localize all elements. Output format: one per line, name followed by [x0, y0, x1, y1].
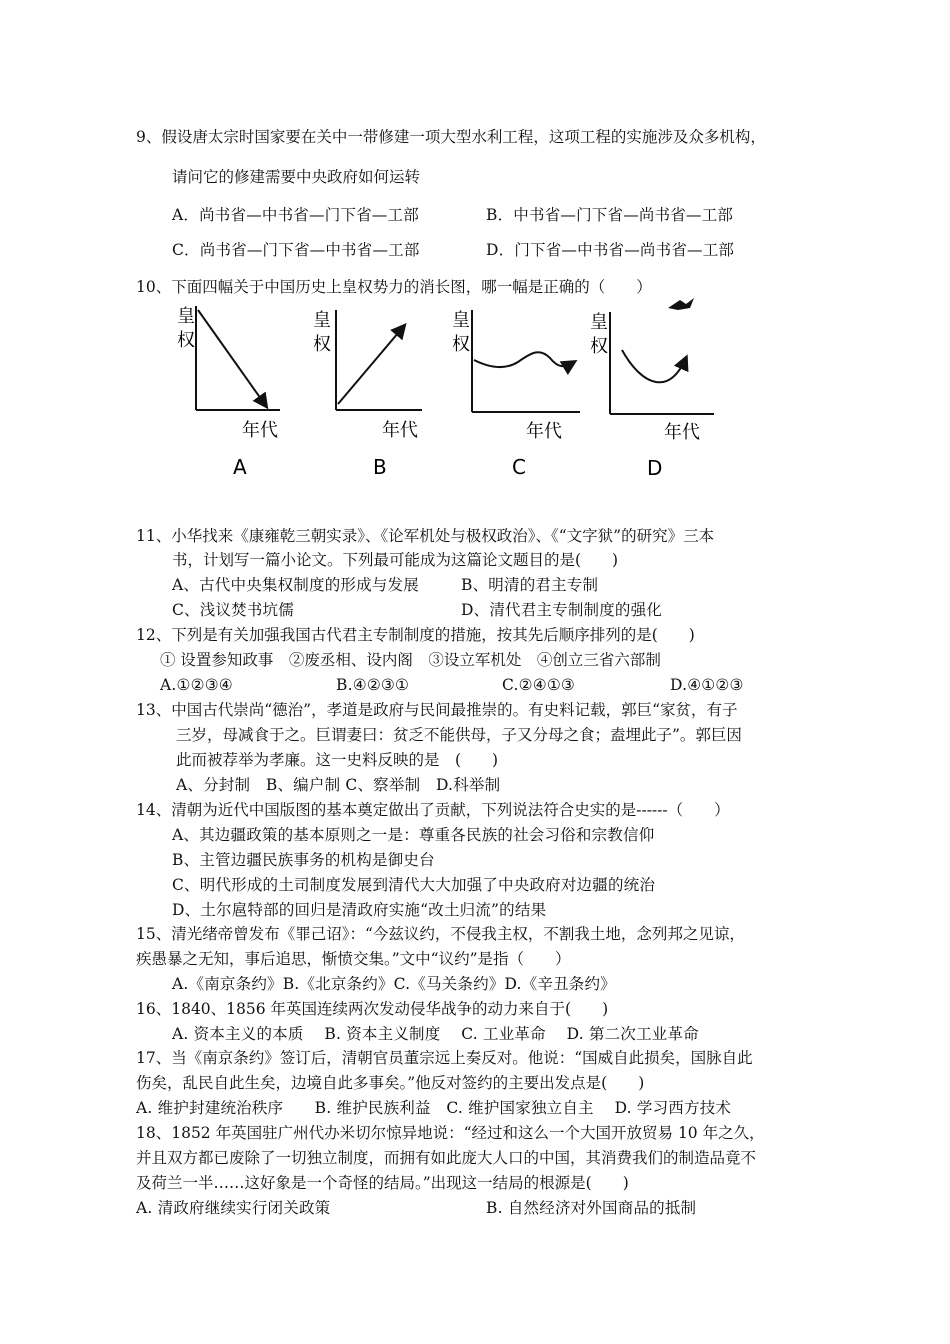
chart-d-label: D: [647, 456, 663, 480]
q16-stem: 16、1840、1856 年英国连续两次发动侵华战争的动力来自于( ): [136, 1000, 609, 1018]
q12-option-c: C.②④①③: [502, 676, 576, 694]
chart-a-xlabel: 年代: [242, 420, 278, 441]
chart-d-trend-line: [622, 350, 686, 382]
chart-b-ylabel-1: 皇: [313, 310, 331, 331]
q18-option-b: B. 自然经济对外国商品的抵制: [486, 1199, 697, 1217]
q14-option-c: C、明代形成的土司制度发展到清代大大加强了中央政府对边疆的统治: [172, 876, 656, 894]
chart-b-trend-line: [338, 326, 404, 404]
q14-option-b: B、主管边疆民族事务的机构是御史台: [172, 851, 435, 869]
chart-a-label: A: [233, 455, 247, 479]
chart-c: [452, 310, 580, 479]
chart-d-ylabel-2: 权: [590, 336, 608, 357]
chart-d: [590, 312, 714, 480]
chart-c-xlabel: 年代: [526, 421, 562, 442]
q10-stem: 10、下面四幅关于中国历史上皇权势力的消长图，哪一幅是正确的（ ）: [136, 278, 652, 296]
q13-stem-line3: 此而被荐举为孝廉。这一史料反映的是 ( ): [176, 751, 499, 769]
q18-stem-line1: 18、1852 年英国驻广州代办米切尔惊异地说：“经过和这么一个大国开放贸易 10 年之久，: [136, 1124, 765, 1142]
q12-stem: 12、下列是有关加强我国古代君主专制制度的措施，按其先后顺序排列的是( ): [136, 626, 695, 644]
power-trend-charts: [160, 296, 760, 496]
chart-a-ylabel-1: 皇: [177, 306, 195, 327]
q12-option-a: A.①②③④: [160, 676, 233, 694]
chart-a-ylabel-2: 权: [177, 330, 195, 351]
q11-stem-line1: 11、小华找来《康雍乾三朝实录》、《论军机处与极权政治》、《“文字狱”的研究》三本: [136, 527, 715, 545]
q15-stem-line1: 15、清光绪帝曾发布《罪己诏》：“今兹议约，不侵我主权，不割我土地，念列邦之见谅，: [136, 925, 745, 943]
q9-option-b: B．中书省—门下省—尚书省—工部: [486, 206, 734, 224]
chart-d-ylabel-1: 皇: [590, 312, 608, 333]
q9-stem-line2: 请问它的修建需要中央政府如何运转: [172, 168, 421, 186]
q18-stem-line3: 及荷兰一半……这好象是一个奇怪的结局。”出现这一结局的根源是( ): [136, 1174, 629, 1192]
q12-option-d: D.④①②③: [670, 676, 744, 694]
q17-stem-line2: 伤矣，乱民自此生矣，边境自此多事矣。”他反对签约的主要出发点是( ): [136, 1074, 645, 1092]
chart-c-ylabel-1: 皇: [452, 310, 470, 331]
chart-c-trend-line: [474, 352, 574, 367]
q18-option-a: A. 清政府继续实行闭关政策: [136, 1199, 331, 1217]
chart-b: [313, 310, 422, 479]
q9-option-a: A．尚书省—中书省—门下省—工部: [172, 206, 419, 224]
q15-options: A.《南京条约》B.《北京条约》C.《马关条约》D.《辛丑条约》: [172, 975, 616, 993]
q13-options: A、分封制 B、编户制 C、察举制 D.科举制: [176, 776, 501, 794]
q15-stem-line2: 疾愚暴之无知，事后追思，惭愤交集。”文中“议约”是指（ ）: [136, 950, 571, 968]
chart-a-trend-line: [198, 310, 266, 406]
q12-option-b: B.④②③①: [336, 676, 410, 694]
q17-stem-line1: 17、当《南京条约》签订后，清朝官员董宗远上奏反对。他说：“国威自此损矣，国脉自此: [136, 1049, 753, 1067]
q11-option-b: B、明清的君主专制: [461, 576, 599, 594]
q9-option-d: D．门下省—中书省—尚书省—工部: [486, 241, 735, 259]
chart-d-xlabel: 年代: [664, 422, 700, 443]
q14-option-d: D、土尔扈特部的回归是清政府实施“改土归流”的结果: [172, 901, 547, 919]
chart-a: [177, 306, 280, 479]
q13-stem-line1: 13、中国古代崇尚“德治”，孝道是政府与民间最推崇的。有史料记载，郭巨“家贫，有子: [136, 701, 738, 719]
q11-option-a: A、古代中央集权制度的形成与发展: [172, 576, 419, 594]
chart-b-ylabel-2: 权: [313, 334, 331, 355]
q14-option-a: A、其边疆政策的基本原则之一是：尊重各民族的社会习俗和宗教信仰: [172, 826, 655, 844]
q9-stem-line1: 9、假设唐太宗时国家要在关中一带修建一项大型水利工程，这项工程的实施涉及众多机构，: [136, 128, 766, 146]
chart-b-xlabel: 年代: [382, 420, 418, 441]
chart-c-ylabel-2: 权: [452, 334, 470, 355]
q9-option-c: C．尚书省—门下省—中书省—工部: [172, 241, 420, 259]
q11-option-c: C、浅议焚书坑儒: [172, 601, 294, 619]
chart-c-label: C: [512, 455, 526, 479]
q14-stem: 14、清朝为近代中国版图的基本奠定做出了贡献，下列说法符合史实的是------（ ）: [136, 801, 730, 819]
chart-b-label: B: [373, 455, 387, 479]
q18-stem-line2: 并且双方都已废除了一切独立制度，而拥有如此庞大人口的中国，其消费我们的制造品竟不: [136, 1149, 757, 1167]
q16-options: A. 资本主义的本质 B. 资本主义制度 C. 工业革命 D. 第二次工业革命: [172, 1025, 699, 1043]
q17-options: A. 维护封建统治秩序 B. 维护民族利益 C. 维护国家独立自主 D. 学习西方技术: [136, 1099, 732, 1117]
q13-stem-line2: 三岁，母减食于之。巨谓妻曰：贫乏不能供母，子又分母之食；盍埋此子”。郭巨因: [176, 726, 742, 744]
q11-option-d: D、清代君主专制制度的强化: [461, 601, 663, 619]
q11-stem-line2: 书，计划写一篇小论文。下列最可能成为这篇论文题目的是( ): [172, 551, 619, 569]
q12-items: ① 设置参知政事 ②废丞相、设内阁 ③设立军机处 ④创立三省六部制: [160, 651, 661, 669]
